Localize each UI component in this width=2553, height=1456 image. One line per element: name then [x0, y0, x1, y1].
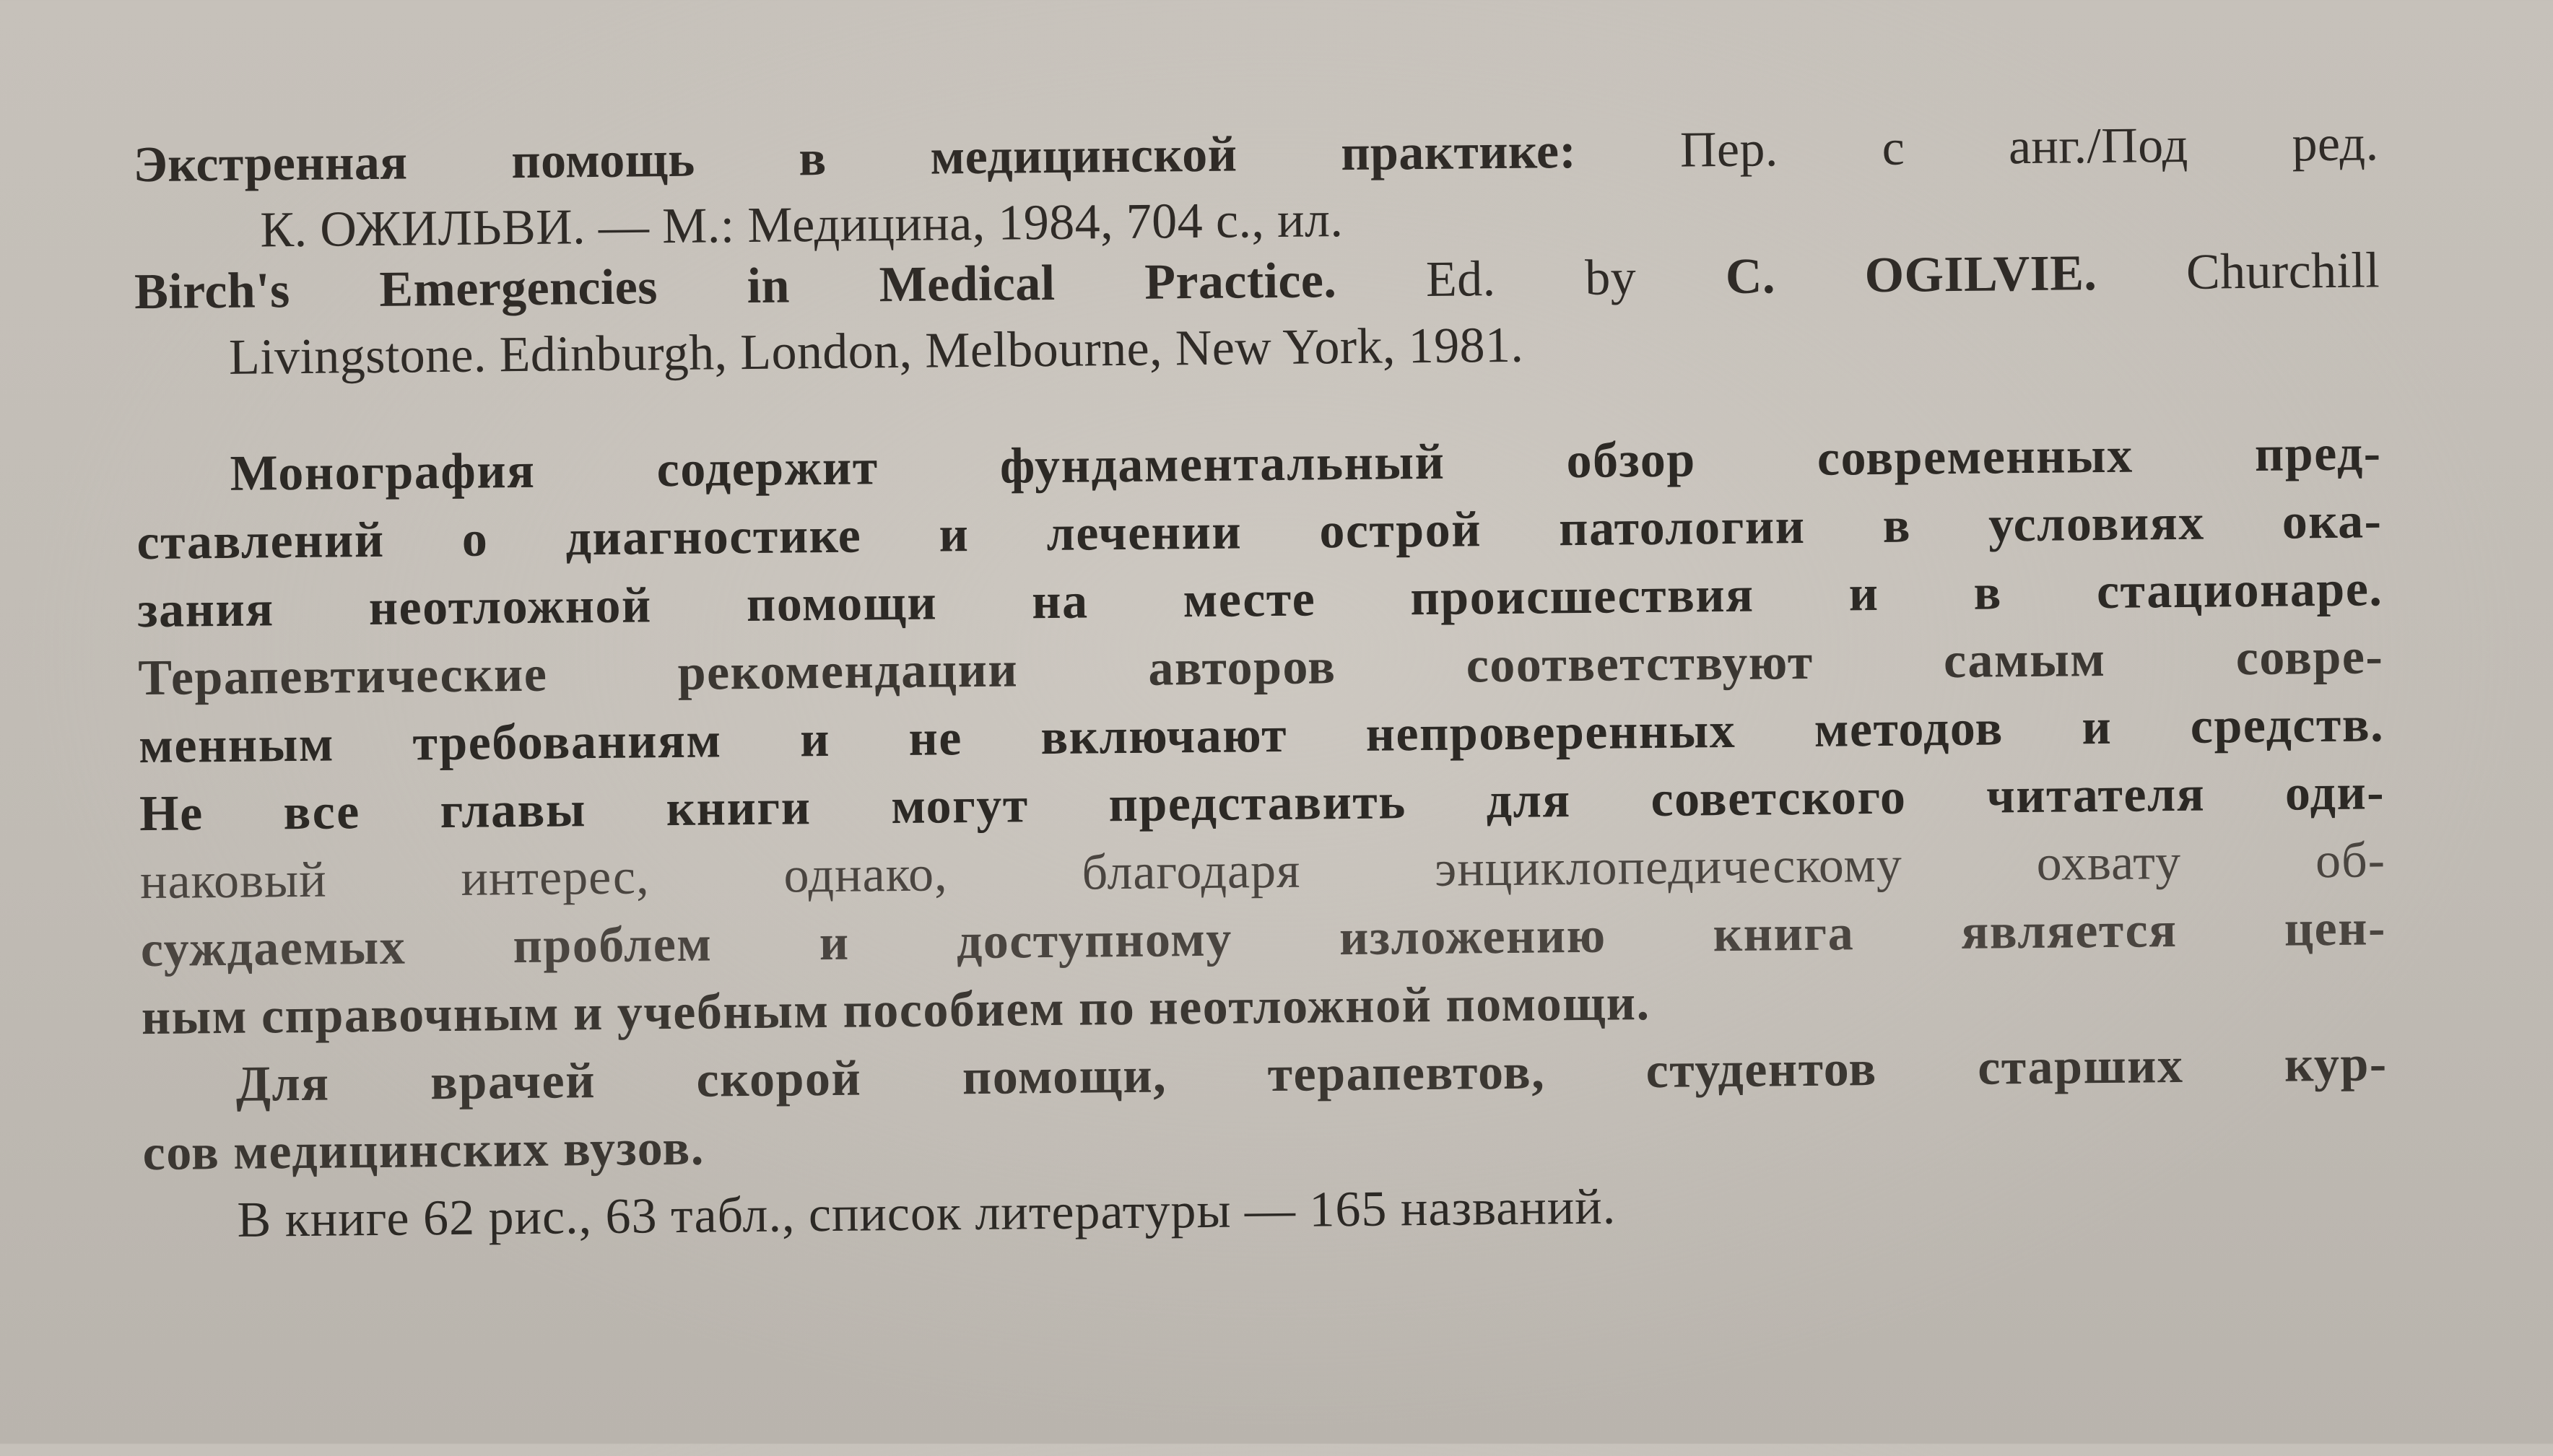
russian-title: Экстренная помощь в медицинской практике: — [133, 123, 1577, 193]
english-bibliographic-entry — [134, 237, 2381, 392]
english-entry-line-2: Livingstone. Edinburgh, London, Melbourne, New York, 1981. — [228, 317, 1524, 385]
abstract-line: ставлений о диагностике и лечении острой патологии в условиях ока- — [136, 493, 2383, 571]
english-title: Birch's Emergencies in Medical Practice. — [134, 253, 1337, 321]
russian-entry-line-2: К. ОЖИЛЬВИ. — М.: Медицина, 1984, 704 с., ил. — [260, 192, 1344, 258]
abstract-line: зания неотложной помощи на месте происшествия и в стационаре. — [137, 561, 2383, 639]
audience-line: Для врачей скорой помощи, терапевтов, студентов старших кур- — [235, 1036, 2388, 1112]
abstract-line: Не все главы книги могут представить для советского читателя оди- — [139, 764, 2385, 842]
abstract-paragraphs — [136, 419, 2389, 1255]
abstract-line: ным справочным и учебным пособием по неотложной помощи. — [141, 975, 1650, 1046]
abstract-line: суждаемых проблем и доступному изложению книга является цен- — [140, 900, 2387, 978]
abstract-line: Монография содержит фундаментальный обзор современных пред- — [230, 425, 2382, 502]
editor-prefix: Ed. by — [1425, 250, 1637, 308]
editor-name: C. OGILVIE. — [1725, 245, 2097, 305]
contents-line: В книге 62 рис., 63 табл., список литературы — 165 названий. — [237, 1179, 1617, 1248]
abstract-line: менным требованиям и не включают непроверенных методов и средств. — [138, 697, 2385, 775]
publisher-start: Churchill — [2186, 243, 2380, 300]
audience-line: сов медицинских вузов. — [142, 1120, 705, 1182]
russian-translation-note: Пер. с анг./Под ред. — [1679, 115, 2379, 178]
abstract-line: Терапевтические рекомендации авторов соответствуют самым совре- — [137, 629, 2384, 707]
abstract-line: наковый интерес, однако, благодаря энциклопедическому охвату об- — [139, 832, 2386, 910]
